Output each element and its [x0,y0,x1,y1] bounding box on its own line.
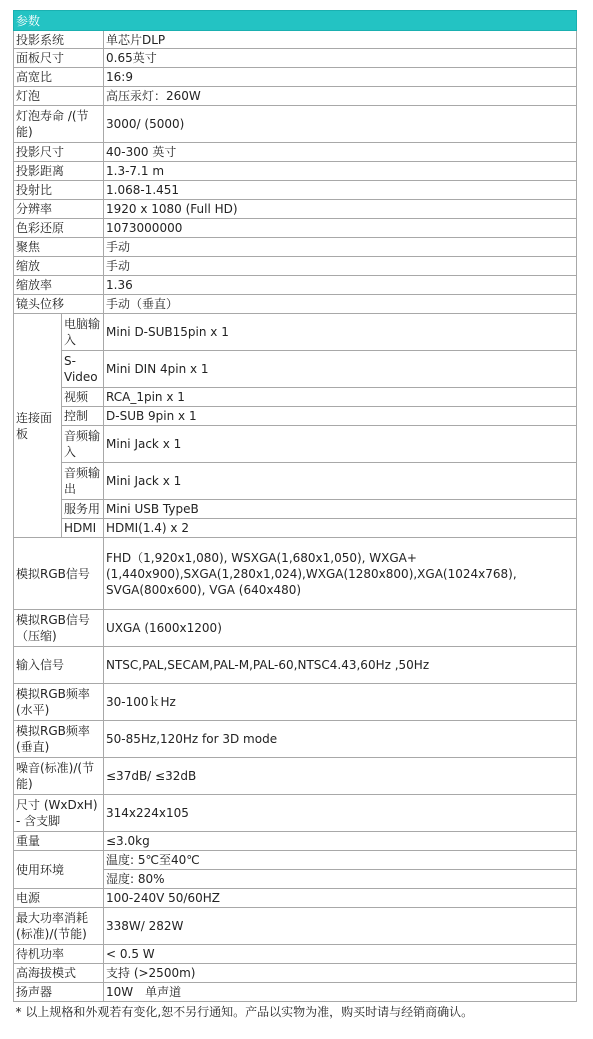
env-value: 湿度: 80% [104,870,577,889]
panel-row [14,519,577,538]
spec-value: < 0.5 W [104,945,577,964]
panel-port-label: 服务用 [62,500,104,519]
spec-row [14,908,577,945]
spec-label: 模拟RGB信号（压缩) [14,610,104,647]
spec-value: 1073000000 [104,219,577,238]
panel-port-value: Mini D-SUB15pin x 1 [104,314,577,351]
env-row [14,851,577,870]
panel-port-value: Mini Jack x 1 [104,426,577,463]
spec-row [14,143,577,162]
spec-label: 聚焦 [14,238,104,257]
spec-value: ≤3.0kg [104,832,577,851]
panel-port-label: 电脑输入 [62,314,104,351]
spec-row [14,68,577,87]
spec-row [14,257,577,276]
spec-row [14,758,577,795]
table-header [14,11,577,31]
panel-group-label: 连接面板 [14,314,62,538]
panel-port-label: S-Video [62,351,104,388]
spec-label: 色彩还原 [14,219,104,238]
panel-port-value: Mini USB TypeB [104,500,577,519]
spec-value: 314x224x105 [104,795,577,832]
spec-value: 338W/ 282W [104,908,577,945]
spec-value: 0.65英寸 [104,49,577,68]
panel-row [14,351,577,388]
spec-row [14,795,577,832]
panel-port-value: Mini Jack x 1 [104,463,577,500]
spec-label: 输入信号 [14,647,104,684]
spec-row [14,964,577,983]
spec-row [14,832,577,851]
spec-row [14,276,577,295]
panel-row [14,426,577,463]
spec-label: 灯泡 [14,87,104,106]
panel-port-label: 音频输入 [62,426,104,463]
spec-value: 手动 [104,238,577,257]
spec-row [14,31,577,49]
spec-label: 电源 [14,889,104,908]
spec-row [14,538,577,610]
spec-label: 重量 [14,832,104,851]
panel-port-label: 音频输出 [62,463,104,500]
spec-row [14,889,577,908]
spec-label: 尺寸 (WxDxH) - 含支脚 [14,795,104,832]
spec-label: 扬声器 [14,983,104,1002]
spec-value: 1.068-1.451 [104,181,577,200]
spec-value: 支持 (>2500m) [104,964,577,983]
spec-value: 10W 单声道 [104,983,577,1002]
panel-port-value: D-SUB 9pin x 1 [104,407,577,426]
spec-value: 高压汞灯：260W [104,87,577,106]
panel-row [14,388,577,407]
spec-row [14,219,577,238]
spec-label: 最大功率消耗 (标准)/(节能) [14,908,104,945]
spec-value: 1920 x 1080 (Full HD) [104,200,577,219]
panel-port-value: RCA_1pin x 1 [104,388,577,407]
spec-label: 模拟RGB频率(水平) [14,684,104,721]
spec-value: ≤37dB/ ≤32dB [104,758,577,795]
spec-value: 1.3-7.1 m [104,162,577,181]
table-header-title: 参数 [14,11,577,31]
panel-row [14,500,577,519]
spec-row [14,983,577,1002]
spec-row [14,200,577,219]
spec-label: 镜头位移 [14,295,104,314]
panel-row [14,314,577,351]
footnote: * 以上规格和外观若有变化,恕不另行通知。产品以实物为准，购买时请与经销商确认。 [15,1005,474,1019]
spec-label: 模拟RGB信号 [14,538,104,610]
spec-value: NTSC,PAL,SECAM,PAL-M,PAL-60,NTSC4.43,60Hz ,50Hz [104,647,577,684]
spec-row [14,721,577,758]
spec-value: 30-100ｋHz [104,684,577,721]
spec-row [14,181,577,200]
spec-value: 3000/ (5000) [104,106,577,143]
spec-row [14,87,577,106]
spec-row [14,106,577,143]
panel-port-value: HDMI(1.4) x 2 [104,519,577,538]
spec-value: 手动 [104,257,577,276]
footnote-row [14,1002,577,1021]
spec-row [14,647,577,684]
spec-label: 投射比 [14,181,104,200]
spec-value: 50-85Hz,120Hz for 3D mode [104,721,577,758]
env-label: 使用环境 [14,851,104,889]
spec-row [14,610,577,647]
spec-label: 灯泡寿命 /(节能) [14,106,104,143]
spec-label: 缩放 [14,257,104,276]
panel-port-label: HDMI [62,519,104,538]
spec-label: 模拟RGB频率(垂直) [14,721,104,758]
spec-label: 高宽比 [14,68,104,87]
spec-value: 16:9 [104,68,577,87]
panel-row [14,463,577,500]
spec-table [13,10,577,1020]
spec-label: 投影尺寸 [14,143,104,162]
spec-label: 投影系统 [14,31,104,49]
spec-value: 40-300 英寸 [104,143,577,162]
spec-value: UXGA (1600x1200) [104,610,577,647]
spec-row [14,162,577,181]
spec-row [14,684,577,721]
spec-label: 面板尺寸 [14,49,104,68]
spec-label: 高海拔模式 [14,964,104,983]
spec-row [14,945,577,964]
spec-row [14,49,577,68]
env-value: 温度: 5℃至40℃ [104,851,577,870]
spec-row [14,295,577,314]
spec-label: 噪音(标准)/(节能) [14,758,104,795]
panel-port-value: Mini DIN 4pin x 1 [104,351,577,388]
spec-value: FHD（1,920x1,080), WSXGA(1,680x1,050), WXGA+(1,440x900),SXGA(1,280x1,024),WXGA(1280x800),XGA(1024x768), SVGA(800x600), VGA (640x480) [104,538,577,610]
panel-port-label: 视频 [62,388,104,407]
panel-port-label: 控制 [62,407,104,426]
spec-value: 单芯片DLP [104,31,577,49]
spec-label: 投影距离 [14,162,104,181]
spec-value: 手动（垂直） [104,295,577,314]
spec-label: 待机功率 [14,945,104,964]
spec-value: 1.36 [104,276,577,295]
spec-row [14,238,577,257]
spec-label: 缩放率 [14,276,104,295]
spec-label: 分辨率 [14,200,104,219]
panel-row [14,407,577,426]
spec-value: 100-240V 50/60HZ [104,889,577,908]
